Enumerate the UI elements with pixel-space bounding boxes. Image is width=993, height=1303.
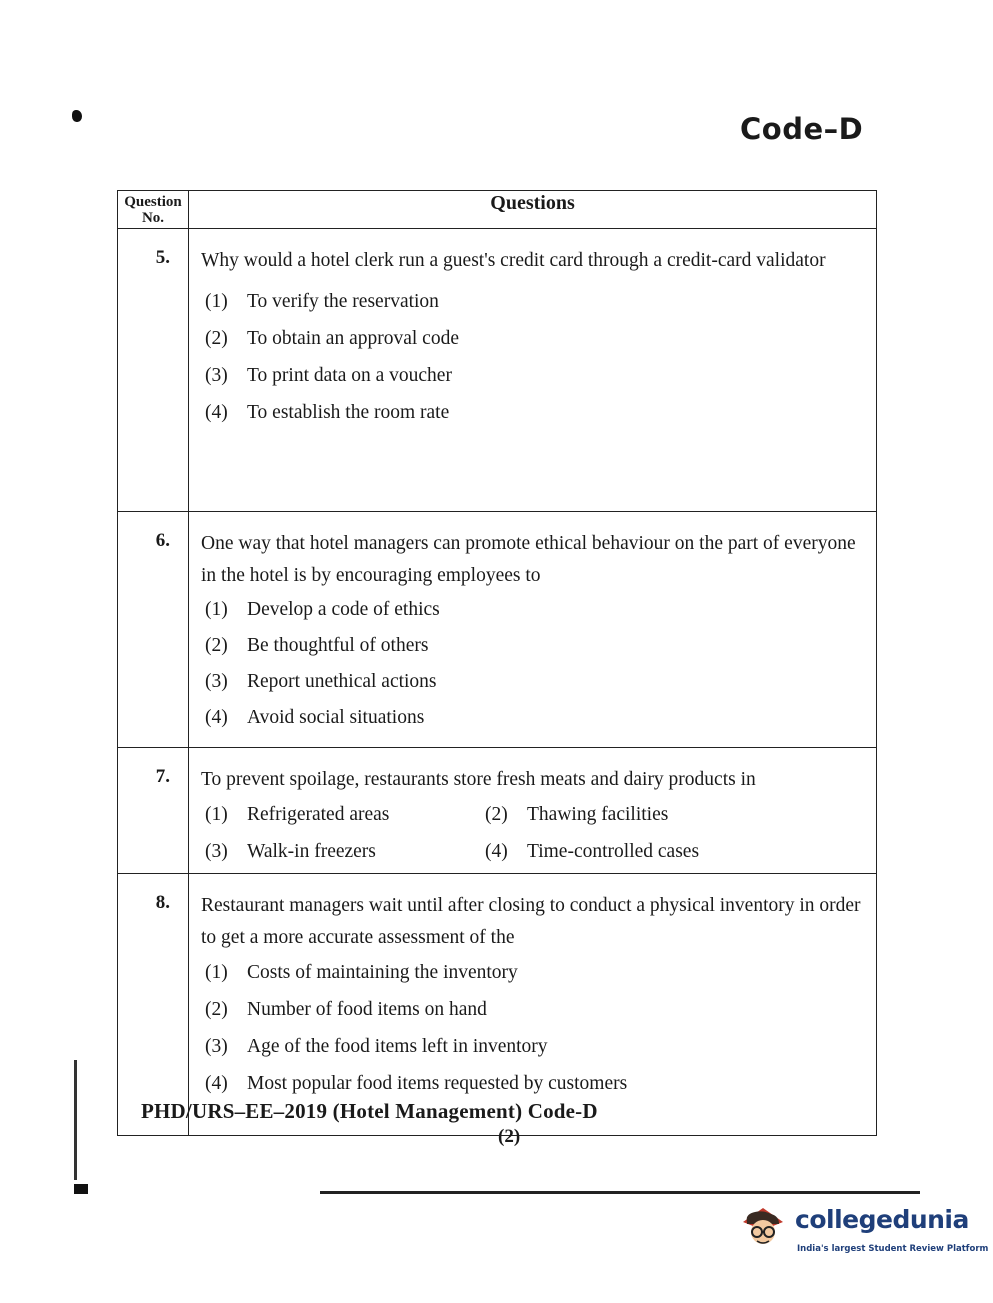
option-text: Avoid social situations [247, 707, 425, 728]
option [485, 833, 870, 870]
option-text: Age of the food items left in inventory [247, 1036, 548, 1057]
option-label: (4) [205, 707, 228, 728]
paper-code: Code–D [740, 112, 864, 146]
question-text: To prevent spoilage, restaurants store fresh meats and dairy products in [201, 769, 756, 790]
option-label: (4) [205, 402, 228, 423]
option [201, 664, 870, 700]
brand-tagline: India's largest Student Review Platform [797, 1244, 989, 1254]
exam-footer: PHD/URS–EE–2019 (Hotel Management) Code-D [141, 1099, 598, 1123]
question-text: Restaurant managers wait until after closing to conduct a physical inventory in order to get a more accurate assessment of the [201, 895, 861, 948]
options-grid [201, 796, 870, 870]
option-label: (2) [485, 804, 508, 825]
scan-edge-mark [74, 1184, 88, 1194]
question-number: 5. [118, 229, 189, 512]
option-text: Refrigerated areas [247, 804, 390, 825]
question-text: Why would a hotel clerk run a guest's credit card through a credit-card validator [201, 250, 826, 271]
questions-table [117, 190, 877, 1136]
bottom-rule [320, 1191, 920, 1194]
option-label: (2) [205, 328, 228, 349]
column-header-number: Question No. [118, 191, 189, 229]
option-text: Costs of maintaining the inventory [247, 962, 518, 983]
option-label: (3) [205, 671, 228, 692]
question-row [118, 874, 877, 1136]
option [201, 320, 870, 357]
option-text: Most popular food items requested by customers [247, 1073, 628, 1094]
option [201, 628, 870, 664]
option-label: (4) [205, 1073, 228, 1094]
question-cell [189, 512, 877, 748]
option-label: (2) [205, 635, 228, 656]
question-text: One way that hotel managers can promote ethical behaviour on the part of everyone in the hotel is by encouraging employees to [201, 533, 856, 586]
option-text: To print data on a voucher [247, 365, 452, 386]
question-number: 7. [118, 748, 189, 874]
page-number: (2) [498, 1126, 521, 1147]
option [201, 1065, 870, 1102]
option [201, 700, 870, 736]
question-row [118, 229, 877, 512]
option [201, 1028, 870, 1065]
option-label: (1) [205, 599, 228, 620]
option [201, 357, 870, 394]
option [201, 283, 870, 320]
question-cell [189, 748, 877, 874]
option [201, 394, 870, 431]
option-text: Develop a code of ethics [247, 599, 440, 620]
option-label: (1) [205, 962, 228, 983]
option-label: (4) [485, 841, 508, 862]
option-text: To establish the room rate [247, 402, 450, 423]
option-text: Time-controlled cases [527, 841, 700, 862]
option-label: (3) [205, 1036, 228, 1057]
option-label: (1) [205, 291, 228, 312]
option [201, 991, 870, 1028]
option [201, 592, 870, 628]
question-number: 6. [118, 512, 189, 748]
option-text: Report unethical actions [247, 671, 437, 692]
option [201, 954, 870, 991]
table-header-row [118, 191, 877, 229]
scan-mark [72, 110, 82, 122]
student-mascot-icon [735, 1200, 791, 1256]
option-text: To verify the reservation [247, 291, 439, 312]
option-label: (1) [205, 804, 228, 825]
option-text: Number of food items on hand [247, 999, 487, 1020]
question-number: 8. [118, 874, 189, 1136]
option [485, 796, 870, 833]
option-text: Walk-in freezers [247, 841, 376, 862]
column-header-questions: Questions [189, 191, 877, 229]
question-cell [189, 229, 877, 512]
option [205, 796, 485, 833]
option-label: (3) [205, 365, 228, 386]
option-text: Thawing facilities [527, 804, 669, 825]
question-row [118, 748, 877, 874]
option-label: (2) [205, 999, 228, 1020]
option-text: Be thoughtful of others [247, 635, 429, 656]
option-label: (3) [205, 841, 228, 862]
option [205, 833, 485, 870]
option-text: To obtain an approval code [247, 328, 459, 349]
question-row [118, 512, 877, 748]
scan-edge-line [74, 1060, 77, 1180]
question-cell [189, 874, 877, 1136]
brand-name: collegedunia [795, 1205, 969, 1234]
